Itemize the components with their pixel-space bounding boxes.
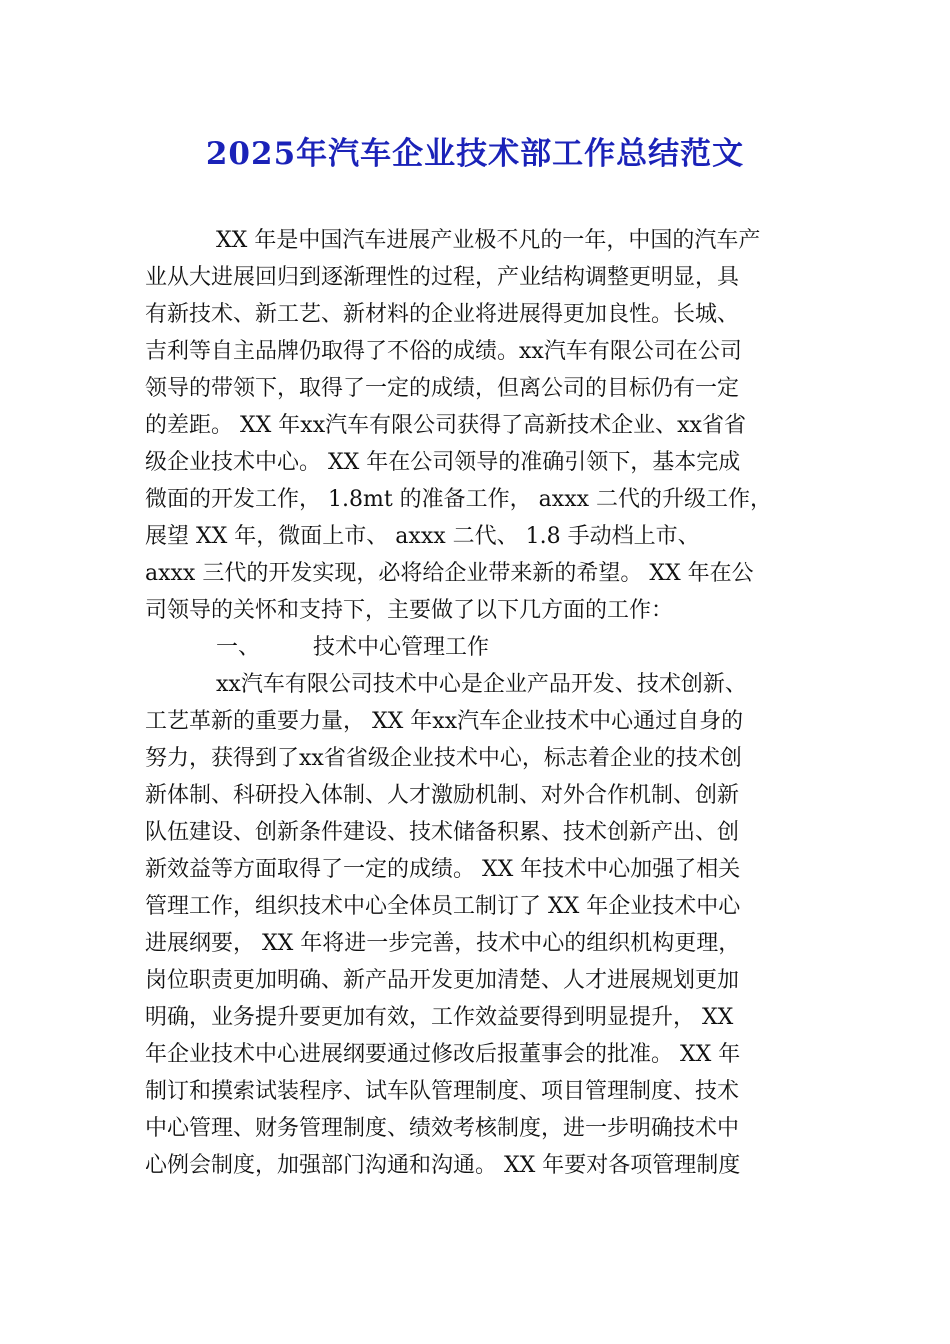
section-heading: [145, 629, 825, 666]
paragraph-line: XX 年是中国汽车进展产业极不凡的一年，中国的汽车产: [216, 228, 761, 253]
paragraph-line: 的差距。 XX 年xx汽车有限公司获得了高新技术企业、xx省省: [145, 413, 746, 438]
paragraph-line: 管理工作，组织技术中心全体员工制订了 XX 年企业技术中心: [145, 894, 741, 919]
paragraph-line: 队伍建设、创新条件建设、技术储备积累、技术创新产出、创: [145, 820, 740, 845]
paragraph-line: 微面的开发工作， 1.8mt 的准备工作， axxx 二代的升级工作，: [145, 487, 773, 512]
paragraph-line: 业从大进展回归到逐渐理性的过程，产业结构调整更明显，具: [145, 265, 740, 290]
paragraph-line: 制订和摸索试装程序、试车队管理制度、项目管理制度、技术: [145, 1079, 740, 1104]
paragraph-line: axxx 三代的开发实现，必将给企业带来新的希望。 XX 年在公: [145, 561, 754, 586]
document-title: 2025年汽车企业技术部工作总结范文: [205, 136, 745, 172]
paragraph-line: 心例会制度，加强部门沟通和沟通。 XX 年要对各项管理制度: [145, 1153, 741, 1178]
section-number: 一、: [216, 635, 261, 660]
paragraph-line: 中心管理、财务管理制度、绩效考核制度，进一步明确技术中: [145, 1116, 740, 1141]
paragraph-line: 岗位职责更加明确、新产品开发更加清楚、人才进展规划更加: [145, 968, 740, 993]
paragraph-line: 工艺革新的重要力量， XX 年xx汽车企业技术中心通过自身的: [145, 709, 744, 734]
paragraph-line: 领导的带领下，取得了一定的成绩，但离公司的目标仍有一定: [145, 376, 740, 401]
paragraph-line: 年企业技术中心进展纲要通过修改后报董事会的批准。 XX 年: [145, 1042, 741, 1067]
paragraph-line: 吉利等自主品牌仍取得了不俗的成绩。xx汽车有限公司在公司: [145, 339, 742, 364]
paragraph-line: 新体制、科研投入体制、人才激励机制、对外合作机制、创新: [145, 783, 740, 808]
paragraph-line: 努力，获得到了xx省省级企业技术中心，标志着企业的技术创: [145, 746, 742, 771]
paragraph-line: 明确，业务提升要更加有效，工作效益要得到明显提升， XX: [145, 1005, 734, 1030]
paragraph-line: 级企业技术中心。 XX 年在公司领导的准确引领下，基本完成: [145, 450, 741, 475]
document-body: [145, 222, 825, 1184]
paragraph-line: 司领导的关怀和支持下，主要做了以下几方面的工作：: [145, 598, 674, 623]
paragraph-line: xx汽车有限公司技术中心是企业产品开发、技术创新、: [216, 672, 747, 697]
paragraph-line: 展望 XX 年，微面上市、 axxx 二代、 1.8 手动档上市、: [145, 524, 700, 549]
paragraph-line: 新效益等方面取得了一定的成绩。 XX 年技术中心加强了相关: [145, 857, 741, 882]
paragraph-line: 进展纲要， XX 年将进一步完善，技术中心的组织机构更理，: [145, 931, 741, 956]
section-heading-text: 技术中心管理工作: [313, 635, 490, 660]
paragraph-line: 有新技术、新工艺、新材料的企业将进展得更加良性。长城、: [145, 302, 740, 327]
